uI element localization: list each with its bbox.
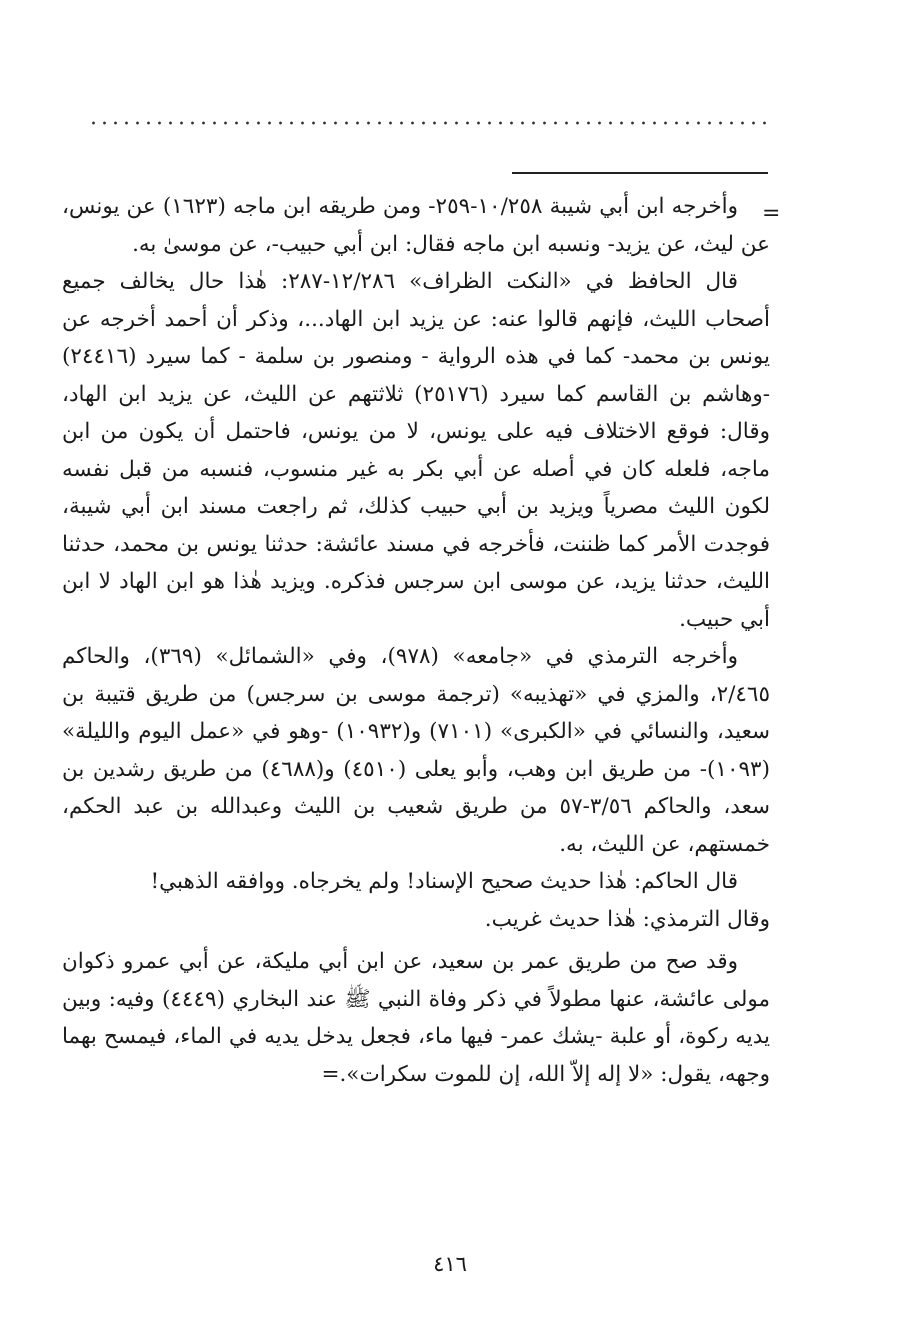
paragraph-ibn-abi-shaybah: وأخرجه ابن أبي شيبة ١٠/٢٥٨-٢٥٩- ومن طريقه ابن ماجه (١٦٢٣) عن يونس، عن ليث، عن يزيد- ونسبه ابن ماجه فقال: ابن أبي حبيب-، عن موسىٰ به. [62,194,770,257]
paragraph-hakim-comment: قال الحاكم: هٰذا حديث صحيح الإسناد! ولم يخرجاه. ووافقه الذهبي! [150,869,738,894]
paragraph-hafiz-nukat: قال الحافظ في «النكت الظراف» ١٢/٢٨٦-٢٨٧: هٰذا حال يخالف جميع أصحاب الليث، فإنهم قالوا عنه: عن يزيد ابن الهاد...، وذكر أن أحمد أخرجه عن يونس بن محمد- كما في هذه الرواية - ومنصور بن سلمة - كما سيرد (٢٤٤١٦) -وهاشم بن القاسم كما سيرد (٢٥١٧٦) ثلاثتهم عن الليث، عن يزيد ابن الهاد، وقال: فوقع الاختلاف فيه على يونس، لا من يونس، فاحتمل أن يكون من ابن ماجه، فلعله كان في أصله عن أبي بكر به غير منسوب، فنسبه من قبل نفسه لكون الليث مصرياً ويزيد بن أبي حبيب كذلك، ثم راجعت مسند ابن أبي شيبة، فوجدت الأمر كما ظننت، فأخرجه في مسند عائشة: حدثنا يونس بن محمد، حدثنا الليث، حدثنا يزيد، عن موسى ابن سرجس فذكره. ويزيد هٰذا هو ابن الهاد لا ابن أبي حبيب. [62,269,770,632]
paragraph-tirmidhi-takhrij: وأخرجه الترمذي في «جامعه» (٩٧٨)، وفي «الشمائل» (٣٦٩)، والحاكم ٢/٤٦٥، والمزي في «تهذيبه» (ترجمة موسى بن سرجس) من طريق قتيبة بن سعيد، والنسائي في «الكبرى» (٧١٠١) و(١٠٩٣٢) -وهو في «عمل اليوم والليلة» (١٠٩٣)- من طريق ابن وهب، وأبو يعلى (٤٥١٠) و(٤٦٨٨) من طريق رشدين بن سعد، والحاكم ٣/٥٦-٥٧ من طريق شعيب بن الليث وعبدالله بن عبد الحكم، خمستهم، عن الليث، به. [62,644,770,857]
footnote-text [62,188,770,1093]
dotted-separator [88,120,766,126]
paragraph-bukhari-route: وقد صح من طريق عمر بن سعيد، عن ابن أبي مليكة، عن أبي عمرو ذكوان مولى عائشة، عنها مطولاً في ذكر وفاة النبي ﷺ عند البخاري (٤٤٤٩) وفيه: وبين يديه ركوة، أو علبة -يشك عمر- فيها ماء، فجعل يدخل يديه في الماء، فيمسح بهما وجهه، يقول: «لا إله إلاّ الله، إن للموت سكرات».= [62,949,770,1087]
page-number: ٤١٦ [433,1252,467,1276]
continuation-mark: = [762,201,781,226]
footnote-rule [512,172,768,174]
paragraph-tirmidhi-comment: وقال الترمذي: هٰذا حديث غريب. [484,906,770,932]
